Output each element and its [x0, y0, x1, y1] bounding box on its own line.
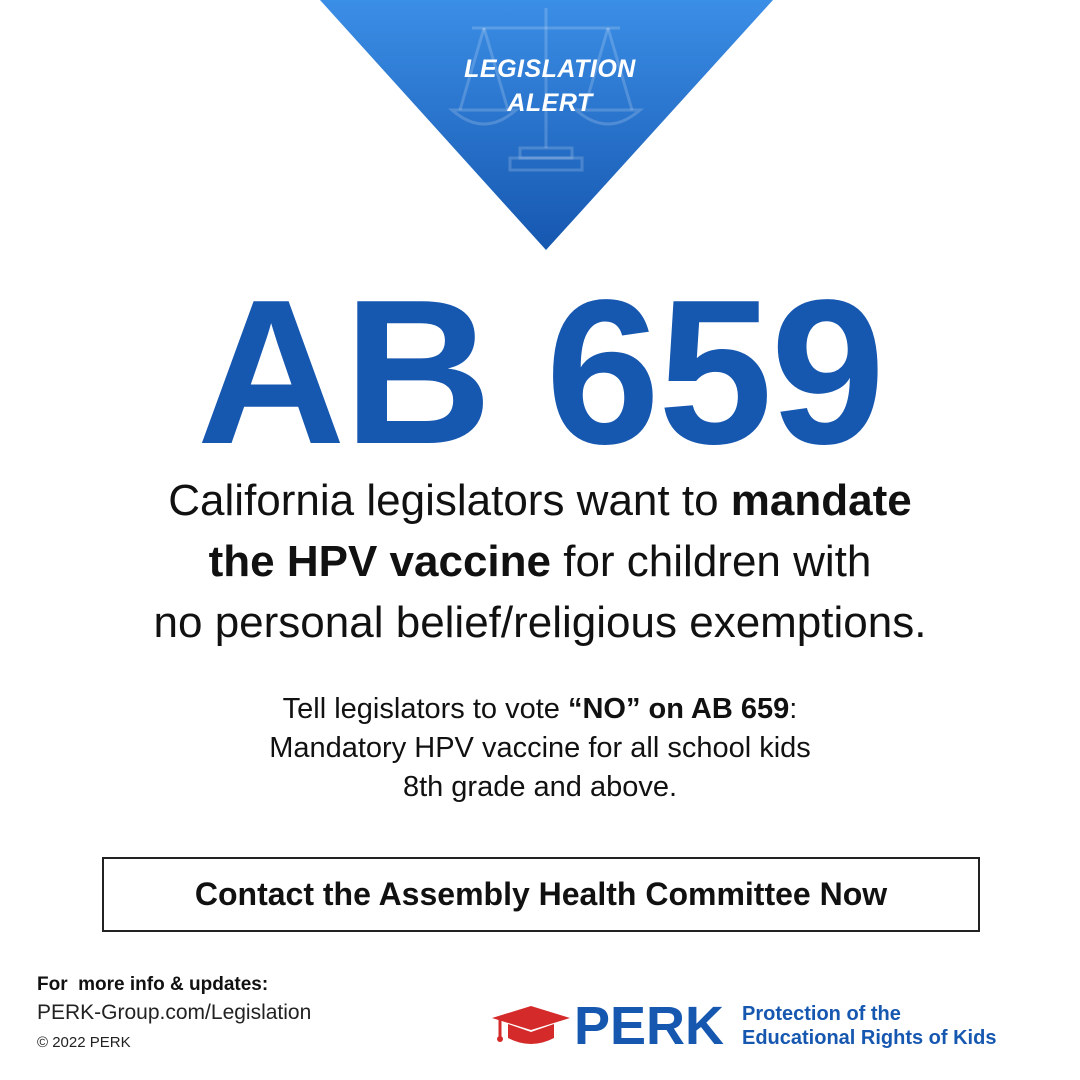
contact-committee-button[interactable]: Contact the Assembly Health Committee Now [102, 857, 980, 932]
headline-text-2: for children with [551, 537, 872, 586]
alert-title-line1: LEGISLATION [464, 55, 636, 83]
cta-prefix: Tell legislators to vote [282, 693, 568, 725]
headline-line2 [40, 531, 1040, 592]
copyright: © 2022 PERK [37, 1034, 131, 1051]
cta-line3: 8th grade and above. [402, 771, 678, 803]
perk-tagline [742, 1002, 996, 1050]
cta-bold: “NO” on AB 659 [567, 693, 790, 725]
graduation-cap-icon [490, 1004, 572, 1046]
cta-line1 [60, 690, 1020, 729]
perk-tagline-line1: Protection of the [742, 1003, 901, 1025]
headline [40, 470, 1040, 653]
perk-tagline-line2: Educational Rights of Kids [742, 1027, 997, 1049]
alert-title-line2: ALERT [507, 89, 593, 117]
headline-line3: no personal belief/religious exemptions. [153, 598, 927, 647]
headline-line1 [40, 470, 1040, 531]
footer-info [37, 972, 417, 1056]
legislation-url[interactable]: PERK-Group.com/Legislation [37, 1001, 312, 1024]
bill-number: AB 659 [196, 257, 884, 487]
cta-line2: Mandatory HPV vaccine for all school kids [269, 732, 811, 764]
call-to-action [60, 690, 1020, 807]
more-info-label: For more info & updates: [37, 974, 269, 995]
headline-bold-2: the HPV vaccine [208, 537, 551, 586]
cta-suffix: : [789, 693, 798, 725]
headline-bold-1: mandate [730, 476, 912, 525]
alert-title [400, 52, 700, 120]
perk-logo [490, 996, 1050, 1060]
headline-text-1: California legislators want to [168, 476, 731, 525]
legislation-alert-banner [0, 0, 1080, 260]
perk-wordmark: PERK [574, 996, 725, 1056]
